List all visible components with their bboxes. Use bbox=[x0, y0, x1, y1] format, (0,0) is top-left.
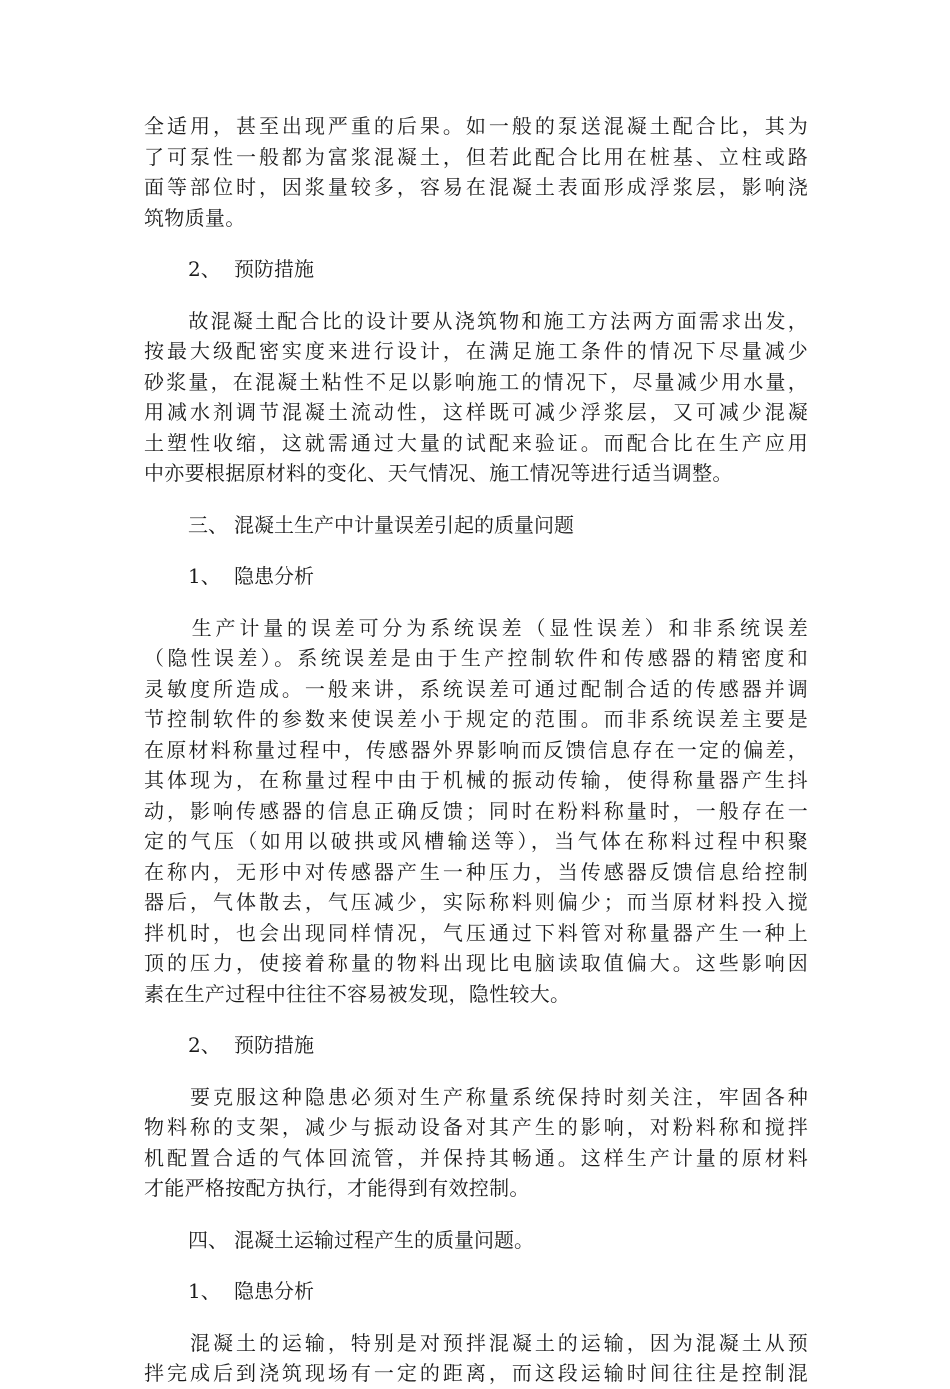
heading-number: 2、 bbox=[188, 1033, 221, 1057]
heading-text: 预防措施 bbox=[234, 1033, 314, 1057]
section-heading-prevention bbox=[144, 254, 808, 285]
text-line: 物料称的支架，减少与振动设备对其产生的影响，对粉料称和搅拌 bbox=[144, 1115, 808, 1139]
heading-text: 混凝土运输过程产生的质量问题。 bbox=[234, 1227, 534, 1252]
text-line: 拌完成后到浇筑现场有一定的距离，而这段运输时间往往是控制混 bbox=[144, 1361, 808, 1385]
text-line: 定的气压（如用以破拱或风槽输送等），当气体在称料过程中积聚 bbox=[144, 829, 808, 853]
paragraph-mix-ratio-consequence bbox=[144, 111, 808, 233]
text-line: 在称内，无形中对传感器产生一种压力，当传感器反馈信息给控制 bbox=[144, 859, 808, 884]
section-heading-hazard-analysis bbox=[144, 1276, 808, 1307]
paragraph-metering-error-analysis bbox=[144, 613, 808, 1010]
heading-number: 四、 bbox=[188, 1227, 228, 1252]
text-line: 拌机时，也会出现同样情况，气压通过下料管对称量器产生一种上 bbox=[144, 920, 808, 945]
text-line: 灵敏度所造成。一般来讲，系统误差可通过配制合适的传感器并调 bbox=[144, 676, 808, 701]
text-line: 按最大级配密实度来进行设计，在满足施工条件的情况下尽量减少 bbox=[144, 339, 808, 363]
text-line: 土塑性收缩，这就需通过大量的试配来验证。而配合比在生产应用 bbox=[144, 430, 808, 455]
text-line: 中亦要根据原材料的变化、天气情况、施工情况等进行适当调整。 bbox=[144, 461, 733, 485]
heading-text: 隐患分析 bbox=[234, 1279, 314, 1303]
paragraph-metering-prevention bbox=[144, 1082, 808, 1204]
text-line: （隐性误差）。系统误差是由于生产控制软件和传感器的精密度和 bbox=[144, 646, 808, 670]
heading-number: 1、 bbox=[188, 1279, 221, 1303]
heading-text: 混凝土生产中计量误差引起的质量问题 bbox=[234, 512, 574, 537]
text-line: 面等部位时，因浆量较多，容易在混凝土表面形成浮浆层，影响浇 bbox=[144, 175, 808, 199]
heading-text: 预防措施 bbox=[234, 257, 314, 281]
text-line: 素在生产过程中往往不容易被发现，隐性较大。 bbox=[144, 981, 571, 1006]
document-body bbox=[144, 111, 808, 1389]
heading-text: 隐患分析 bbox=[234, 564, 314, 588]
text-line: 其体现为，在称量过程中由于机械的振动传输，使得称量器产生抖 bbox=[144, 768, 808, 792]
section-heading-hazard-analysis bbox=[144, 561, 808, 592]
section-heading-metering-error bbox=[144, 510, 808, 541]
section-heading-prevention bbox=[144, 1030, 808, 1061]
text-line: 生产计量的误差可分为系统误差（显性误差）和非系统误差 bbox=[144, 615, 808, 640]
text-line: 要克服这种隐患必须对生产称量系统保持时刻关注，牢固各种 bbox=[144, 1084, 808, 1109]
text-line: 节控制软件的参数来使误差小于规定的范围。而非系统误差主要是 bbox=[144, 707, 808, 731]
text-line: 混凝土的运输，特别是对预拌混凝土的运输，因为混凝土从预 bbox=[144, 1330, 808, 1355]
paragraph-mix-ratio-design bbox=[144, 306, 808, 489]
text-line: 顶的压力，使接着称量的物料出现比电脑读取值偏大。这些影响因 bbox=[144, 951, 808, 975]
section-heading-transport bbox=[144, 1225, 808, 1256]
text-line: 机配置合适的气体回流管，并保持其畅通。这样生产计量的原材料 bbox=[144, 1145, 808, 1170]
heading-number: 三、 bbox=[188, 512, 228, 537]
text-line: 才能严格按配方执行，才能得到有效控制。 bbox=[144, 1176, 530, 1200]
text-line: 用减水剂调节混凝土流动性，这样既可减少浮浆层，又可减少混凝 bbox=[144, 400, 808, 424]
text-line: 动，影响传感器的信息正确反馈；同时在粉料称量时，一般存在一 bbox=[144, 798, 808, 823]
heading-number: 2、 bbox=[188, 257, 221, 281]
text-line: 器后，气体散去，气压减少，实际称料则偏少；而当原材料投入搅 bbox=[144, 890, 808, 914]
text-line: 在原材料称量过程中，传感器外界影响而反馈信息存在一定的偏差， bbox=[144, 737, 808, 762]
text-line: 全适用，甚至出现严重的后果。如一般的泵送混凝土配合比，其为 bbox=[144, 114, 808, 138]
text-line: 砂浆量，在混凝土粘性不足以影响施工的情况下，尽量减少用水量， bbox=[144, 369, 808, 394]
text-line: 筑物质量。 bbox=[144, 205, 246, 230]
text-line: 故混凝土配合比的设计要从浇筑物和施工方法两方面需求出发， bbox=[144, 308, 808, 333]
text-line: 了可泵性一般都为富浆混凝土，但若此配合比用在桩基、立柱或路 bbox=[144, 144, 808, 169]
heading-number: 1、 bbox=[188, 564, 221, 588]
paragraph-transport-analysis bbox=[144, 1328, 808, 1389]
